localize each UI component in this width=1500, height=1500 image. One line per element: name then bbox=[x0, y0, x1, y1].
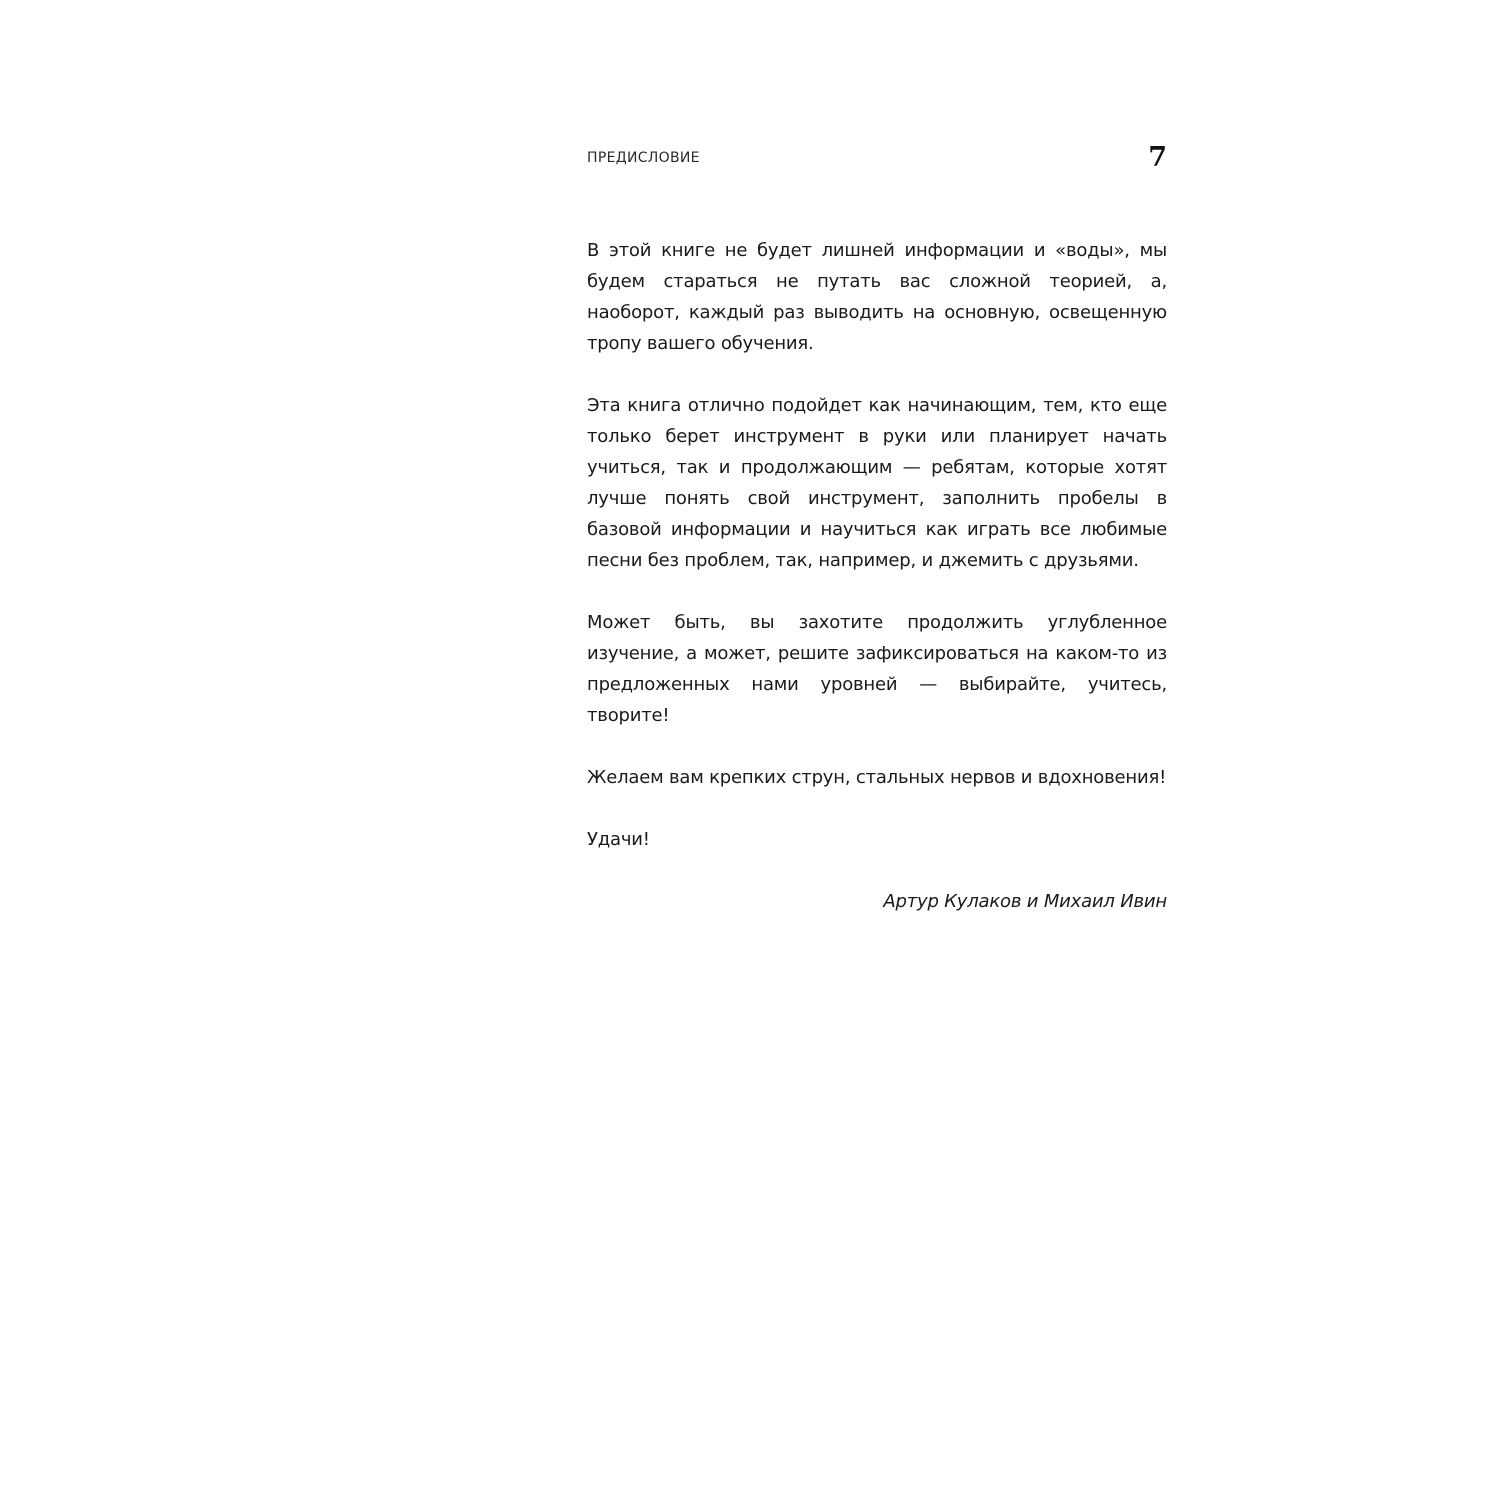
section-title: ПРЕДИСЛОВИЕ bbox=[587, 150, 700, 166]
body-text bbox=[587, 235, 1167, 917]
book-page bbox=[587, 140, 1167, 917]
page-number: 7 bbox=[1148, 142, 1167, 173]
paragraph-continue: Может быть, вы захотите продолжить углубленное изучение, а может, решите зафиксироваться на каком-то из предложенных нами уровней — выбирайте, учитесь, творите! bbox=[587, 612, 1167, 726]
running-head bbox=[587, 140, 1167, 180]
paragraph-audience: Эта книга отлично подойдет как начинающим, тем, кто еще только берет инструмент в руки или планирует начать учиться, так и продолжающим — ребятам, которые хотят лучше понять свой инструмент, заполнить пробелы в базовой информации и научиться как играть все любимые песни без проблем, так, например, и джемить с друзьями. bbox=[587, 395, 1167, 571]
author-signature: Артур Кулаков и Михаил Ивин bbox=[883, 891, 1167, 912]
paragraph-good-luck: Удачи! bbox=[587, 829, 650, 850]
paragraph-wishes: Желаем вам крепких струн, стальных нервов и вдохновения! bbox=[587, 767, 1167, 788]
paragraph-intro: В этой книге не будет лишней информации и «воды», мы будем стараться не путать вас сложной теорией, а, наоборот, каждый раз выводить на основную, освещенную тропу вашего обучения. bbox=[587, 240, 1167, 354]
